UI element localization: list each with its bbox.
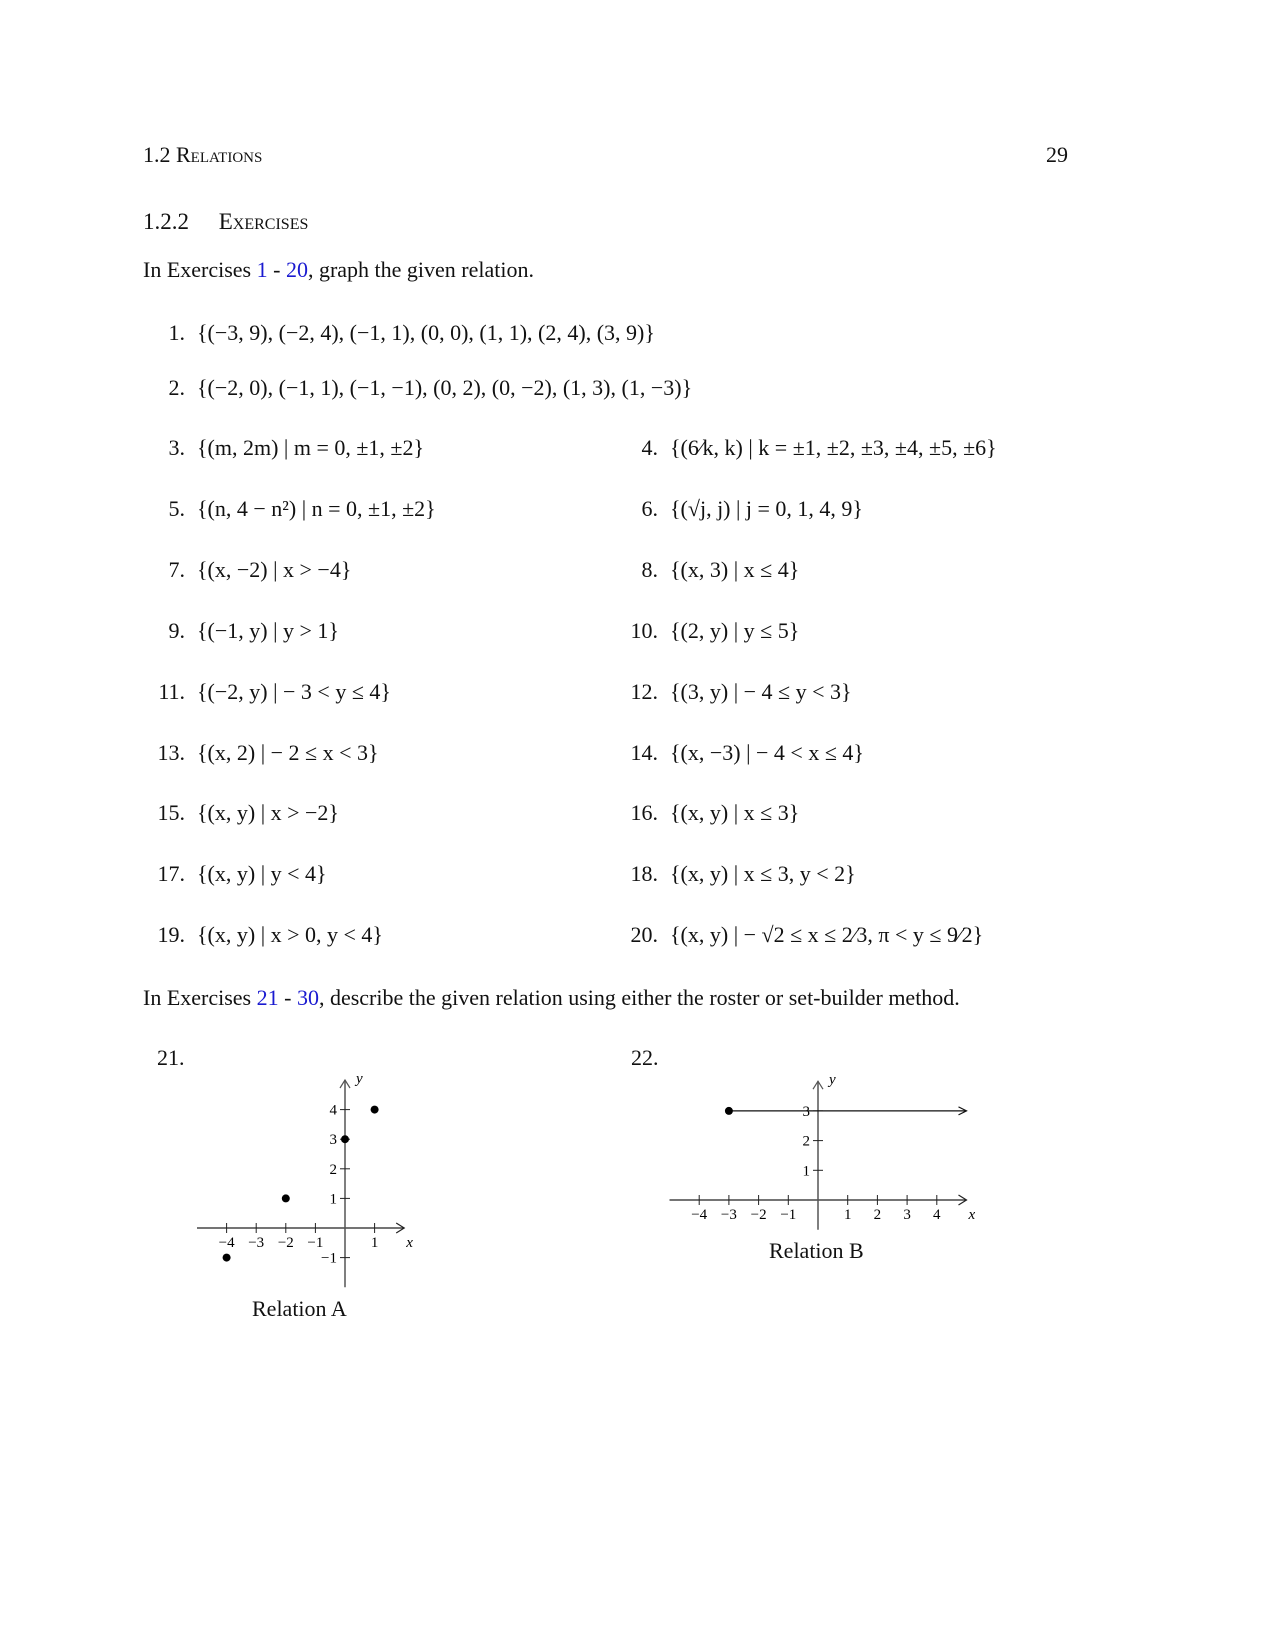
exercise-relation: {(√j, j) | j = 0, 1, 4, 9} <box>670 496 863 521</box>
exercise-number: 20. <box>630 922 658 947</box>
exercise-relation: {(x, y) | x ≤ 3} <box>670 800 800 825</box>
exercise-number: 9. <box>168 618 185 643</box>
exercise-number: 11. <box>158 679 185 704</box>
exercise-relation: {(m, 2m) | m = 0, ±1, ±2} <box>197 435 425 460</box>
y-tick-label: −1 <box>321 1250 337 1267</box>
exercise-number: 22. <box>631 1045 659 1070</box>
exercise-relation: {(−2, y) | − 3 < y ≤ 4} <box>197 679 391 704</box>
x-tick-label: −1 <box>307 1235 324 1251</box>
text: In Exercises <box>143 985 257 1010</box>
exercise-number: 10. <box>630 618 658 643</box>
subsection-number: 1.2.2 <box>143 209 189 234</box>
y-tick-label: 2 <box>802 1133 810 1150</box>
x-tick-label: −2 <box>750 1207 767 1223</box>
subsection-title: Exercises <box>218 209 309 234</box>
x-tick-label: −1 <box>780 1207 797 1223</box>
exercise-relation: {(2, y) | y ≤ 5} <box>670 618 800 643</box>
exercise-relation: {(x, −3) | − 4 < x ≤ 4} <box>670 740 864 765</box>
x-tick-label: 1 <box>843 1207 852 1223</box>
exercise-relation: {(x, 3) | x ≤ 4} <box>670 557 800 582</box>
exercise-relation: {(n, 4 − n²) | n = 0, ±1, ±2} <box>197 496 436 521</box>
x-axis-label: x <box>968 1207 976 1223</box>
x-axis-label: x <box>406 1235 413 1251</box>
exercise-number: 1. <box>168 320 185 345</box>
exercise-number: 21. <box>157 1045 185 1070</box>
exercise-number: 18. <box>630 861 658 886</box>
exercise-number: 14. <box>630 740 658 765</box>
exercise-number: 6. <box>641 496 658 521</box>
x-tick-label: −3 <box>248 1235 265 1251</box>
y-tick-label: 1 <box>802 1163 810 1180</box>
exercise-relation: {(6⁄k, k) | k = ±1, ±2, ±3, ±4, ±5, ±6} <box>670 435 997 460</box>
exercise-link[interactable]: 21 <box>256 985 279 1010</box>
x-tick-label: 3 <box>903 1207 911 1223</box>
exercise-number: 17. <box>157 861 185 886</box>
exercise-relation: {(x, 2) | − 2 ≤ x < 3} <box>197 740 379 765</box>
exercise-relation: {(3, y) | − 4 ≤ y < 3} <box>670 679 852 704</box>
y-tick-label: 1 <box>329 1191 337 1208</box>
data-point <box>341 1135 349 1143</box>
exercise-relation: {(x, −2) | x > −4} <box>197 557 352 582</box>
exercise-relation: {(−1, y) | y > 1} <box>197 618 339 643</box>
text: - <box>267 257 286 282</box>
exercise-relation: {(x, y) | x ≤ 3, y < 2} <box>670 861 856 886</box>
text: - <box>278 985 297 1010</box>
data-point <box>223 1254 231 1262</box>
y-axis-label: y <box>829 1072 836 1089</box>
section-title: 1.2 Relations <box>143 142 263 167</box>
exercise-link[interactable]: 1 <box>256 257 268 282</box>
data-point <box>725 1107 733 1115</box>
text: , graph the given relation. <box>307 257 534 282</box>
y-tick-label: 2 <box>329 1161 337 1178</box>
x-tick-label: 1 <box>370 1235 379 1251</box>
exercise-number: 4. <box>641 435 658 460</box>
exercise-relation: {(x, y) | y < 4} <box>197 861 327 886</box>
y-axis-label: y <box>356 1071 363 1087</box>
y-tick-label: 3 <box>329 1132 337 1149</box>
exercise-number: 16. <box>630 800 658 825</box>
y-tick-label: 4 <box>329 1102 337 1119</box>
x-tick-label: 4 <box>933 1207 941 1223</box>
exercise-relation: {(x, y) | x > −2} <box>197 800 339 825</box>
x-tick-label: −4 <box>218 1235 235 1251</box>
exercise-number: 7. <box>168 557 185 582</box>
exercise-number: 8. <box>641 557 658 582</box>
exercise-number: 13. <box>157 740 185 765</box>
exercise-number: 19. <box>157 922 185 947</box>
exercise-number: 12. <box>630 679 658 704</box>
exercise-number: 3. <box>168 435 185 460</box>
page-number: 29 <box>1046 142 1068 167</box>
x-tick-label: −2 <box>277 1235 294 1251</box>
text: In Exercises <box>143 257 257 282</box>
exercise-link[interactable]: 20 <box>285 257 308 282</box>
x-tick-label: −4 <box>691 1207 708 1223</box>
exercise-relation: {(x, y) | x > 0, y < 4} <box>197 922 383 947</box>
exercise-number: 5. <box>168 496 185 521</box>
exercise-relation: {(−2, 0), (−1, 1), (−1, −1), (0, 2), (0, −2), (1, 3), (1, −3)} <box>197 375 693 400</box>
exercise-link[interactable]: 30 <box>296 985 319 1010</box>
graph-caption: Relation A <box>252 1296 347 1321</box>
exercise-number: 2. <box>168 375 185 400</box>
exercise-relation: {(x, y) | − √2 ≤ x ≤ 2⁄3, π < y ≤ 9⁄2} <box>670 922 984 947</box>
x-tick-label: 2 <box>873 1207 882 1223</box>
data-point <box>282 1194 290 1202</box>
data-point <box>371 1106 379 1114</box>
text: , describe the given relation using either the roster or set-builder method. <box>318 985 960 1010</box>
graph-caption: Relation B <box>769 1238 864 1263</box>
exercise-number: 15. <box>157 800 185 825</box>
x-tick-label: −3 <box>720 1207 737 1223</box>
y-tick-label: 3 <box>802 1103 810 1120</box>
exercise-relation: {(−3, 9), (−2, 4), (−1, 1), (0, 0), (1, 1), (2, 4), (3, 9)} <box>197 320 655 345</box>
